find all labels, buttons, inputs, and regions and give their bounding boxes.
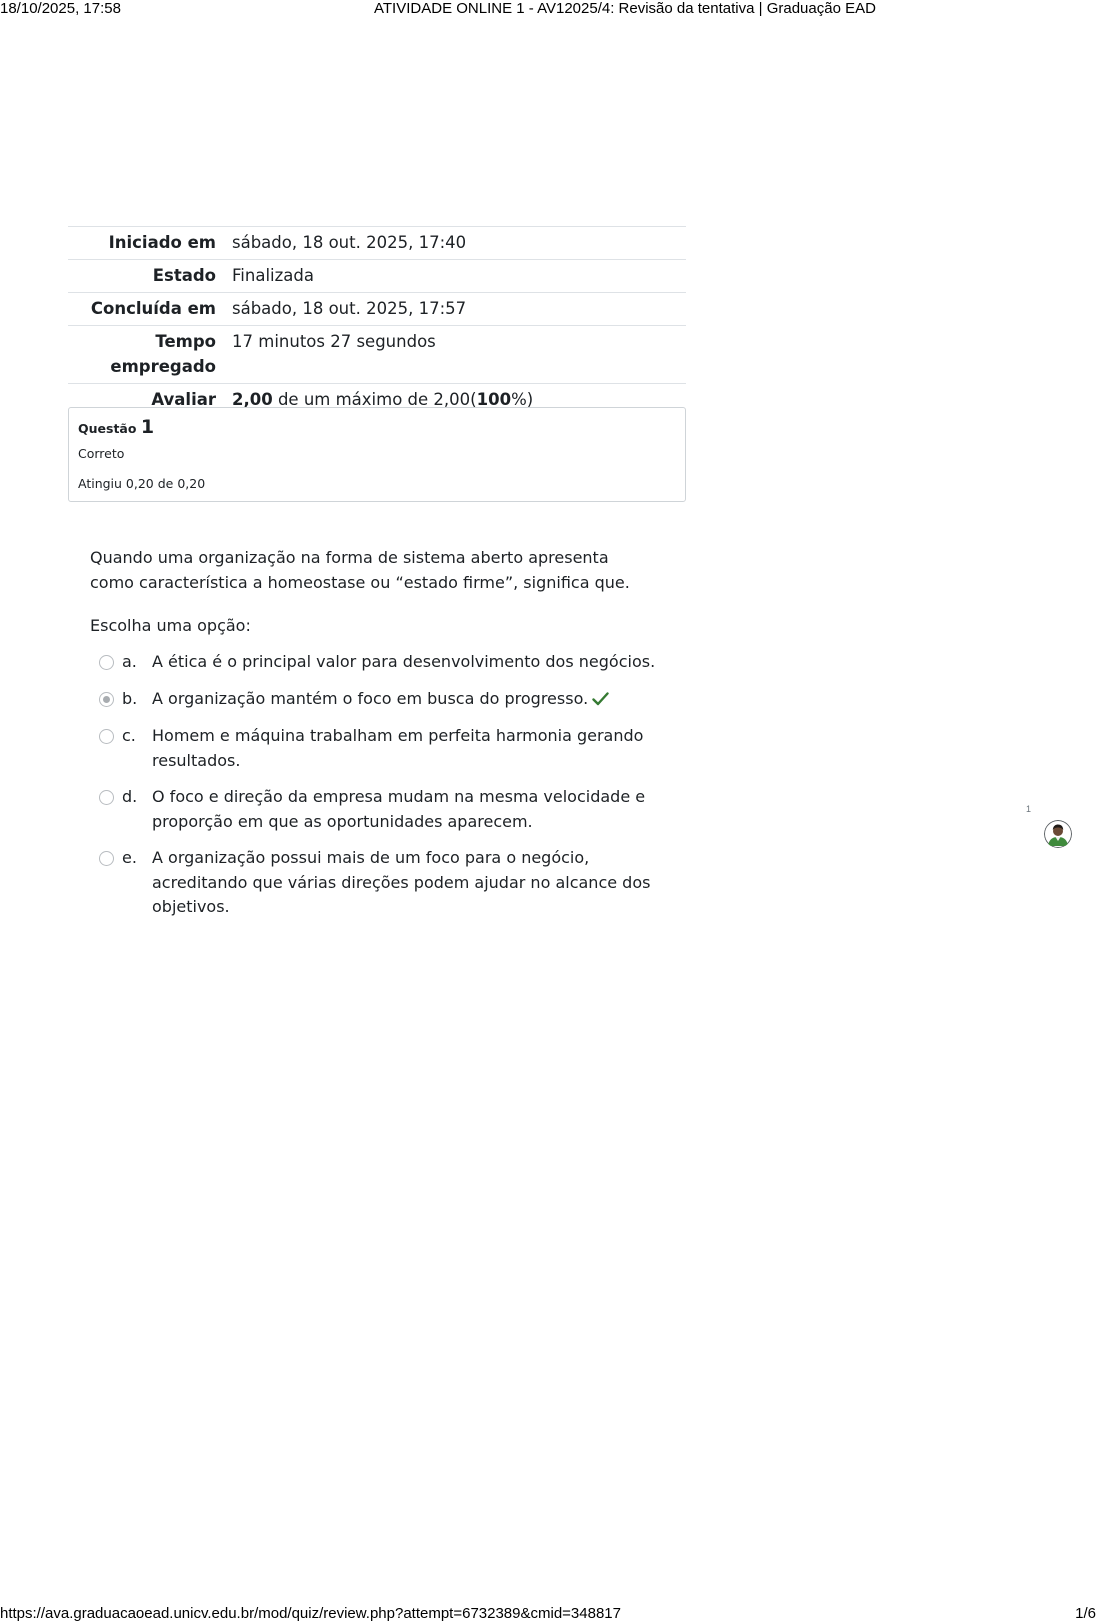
grade-percent: 100	[476, 390, 512, 409]
answer-letter: b.	[122, 689, 138, 708]
user-avatar-icon[interactable]	[1044, 820, 1072, 848]
print-date: 18/10/2025, 17:58	[0, 0, 121, 17]
question-label: Questão	[78, 421, 137, 436]
answer-text: A organização mantém o foco em busca do progresso.	[152, 689, 589, 708]
summary-row-started	[68, 227, 686, 260]
attempt-summary-table	[68, 226, 686, 416]
side-count: 1	[1026, 804, 1032, 814]
completed-value: sábado, 18 out. 2025, 17:57	[232, 299, 467, 318]
question-info-box	[68, 407, 686, 502]
answer-text: Homem e máquina trabalham em perfeita harmonia gerando resultados.	[152, 726, 644, 770]
grade-label: Avaliar	[151, 390, 216, 409]
summary-row-completed	[68, 293, 686, 326]
answer-letter: a.	[122, 652, 137, 671]
answer-text: A organização possui mais de um foco para o negócio, acreditando que várias direções podem ajudar no alcance dos objetivos.	[152, 848, 651, 916]
summary-row-state	[68, 260, 686, 293]
answer-option-b[interactable]	[99, 687, 679, 714]
question-grade: Atingiu 0,20 de 0,20	[78, 476, 206, 491]
started-value: sábado, 18 out. 2025, 17:40	[232, 233, 467, 252]
radio-b[interactable]	[99, 692, 114, 707]
radio-c[interactable]	[99, 729, 114, 744]
answer-option-e[interactable]	[99, 846, 679, 920]
answer-option-a[interactable]	[99, 650, 679, 675]
answer-text: A ética é o principal valor para desenvolvimento dos negócios.	[152, 652, 656, 671]
answer-letter: e.	[122, 848, 137, 867]
completed-label: Concluída em	[90, 299, 216, 318]
radio-a[interactable]	[99, 655, 114, 670]
time-label: Tempo empregado	[110, 332, 216, 376]
state-label: Estado	[152, 266, 216, 285]
grade-mid: de um máximo de 2,00(	[272, 390, 477, 409]
question-text: Quando uma organização na forma de sistema aberto apresenta como característica a homeostase ou “estado firme”, significa que.	[90, 548, 630, 592]
answer-letter: d.	[122, 787, 138, 806]
grade-score: 2,00	[232, 390, 273, 409]
question-state: Correto	[78, 446, 125, 461]
question-number-value: 1	[140, 416, 155, 438]
print-url: https://ava.graduacaoead.unicv.edu.br/mod/quiz/review.php?attempt=6732389&cmid=348817	[0, 1605, 621, 1622]
answer-option-c[interactable]	[99, 724, 679, 773]
answer-prompt: Escolha uma opção:	[90, 616, 251, 635]
time-value: 17 minutos 27 segundos	[232, 332, 436, 351]
summary-row-time	[68, 326, 686, 384]
answer-option-d[interactable]	[99, 785, 679, 834]
print-page-number: 1/6	[1075, 1605, 1096, 1622]
radio-e[interactable]	[99, 851, 114, 866]
radio-d[interactable]	[99, 790, 114, 805]
started-label: Iniciado em	[108, 233, 216, 252]
check-icon	[592, 689, 609, 714]
answer-text-wrap	[152, 687, 679, 714]
print-title: ATIVIDADE ONLINE 1 - AV12025/4: Revisão da tentativa | Graduação EAD	[374, 0, 876, 17]
question-number	[78, 416, 676, 440]
answer-text: O foco e direção da empresa mudam na mesma velocidade e proporção em que as oportunidades aparecem.	[152, 787, 646, 831]
answer-letter: c.	[122, 726, 136, 745]
grade-end: %)	[511, 390, 534, 409]
state-value: Finalizada	[232, 266, 314, 285]
